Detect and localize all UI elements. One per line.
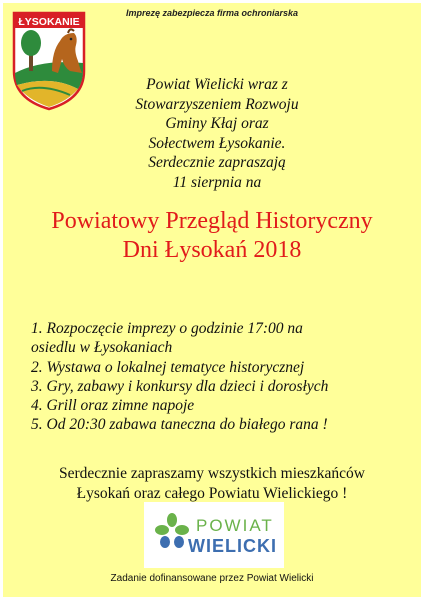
funding-note: Zadanie dofinansowane przez Powiat Wielicki [110,573,314,584]
lysokanie-coat-of-arms [12,11,86,111]
intro-line: 11 sierpnia na [172,173,262,191]
program-item: osiedlu w Łysokaniach [31,339,173,357]
flower-icon [154,512,190,556]
logo-line1: POWIAT [196,516,274,535]
intro-text [107,75,327,192]
intro-line: Gminy Kłaj oraz [165,115,269,132]
intro-line: Stowarzyszeniem Rozwoju [135,95,299,113]
program-item: 1. Rozpoczęcie imprezy o godzinie 17:00 na [31,320,303,337]
intro-line: Sołectwem Łysokanie. [148,134,286,152]
program-item: 5. Od 20:30 zabawa taneczna do białego rana ! [31,416,328,434]
invitation-line2: Łysokań oraz całego Powiatu Wielickiego ! [76,484,348,502]
invitation-text [3,464,421,503]
event-poster [3,3,421,597]
coat-of-arms-icon [12,11,86,111]
program-item: 2. Wystawa o lokalnej tematyce historycznej [31,358,305,376]
logo-line2: WIELICKI [188,536,277,556]
invitation-line1: Serdecznie zapraszamy wszystkich mieszkańców [59,465,365,482]
powiat-wielicki-logo [144,502,284,568]
crest-label: ŁYSOKANIE [18,16,80,28]
event-title [3,207,421,265]
program-item: 4. Grill oraz zimne napoje [31,397,195,415]
event-title-line2: Dni Łysokań 2018 [122,237,302,263]
intro-line: Powiat Wielicki wraz z [146,76,288,93]
intro-line: Serdecznie zapraszają [148,154,286,171]
security-note: Imprezę zabezpiecza firma ochroniarska [125,8,299,18]
event-title-line1: Powiatowy Przegląd Historyczny [51,208,373,234]
program-item: 3. Gry, zabawy i konkursy dla dzieci i dorosłych [31,377,329,395]
program-list [31,319,411,435]
